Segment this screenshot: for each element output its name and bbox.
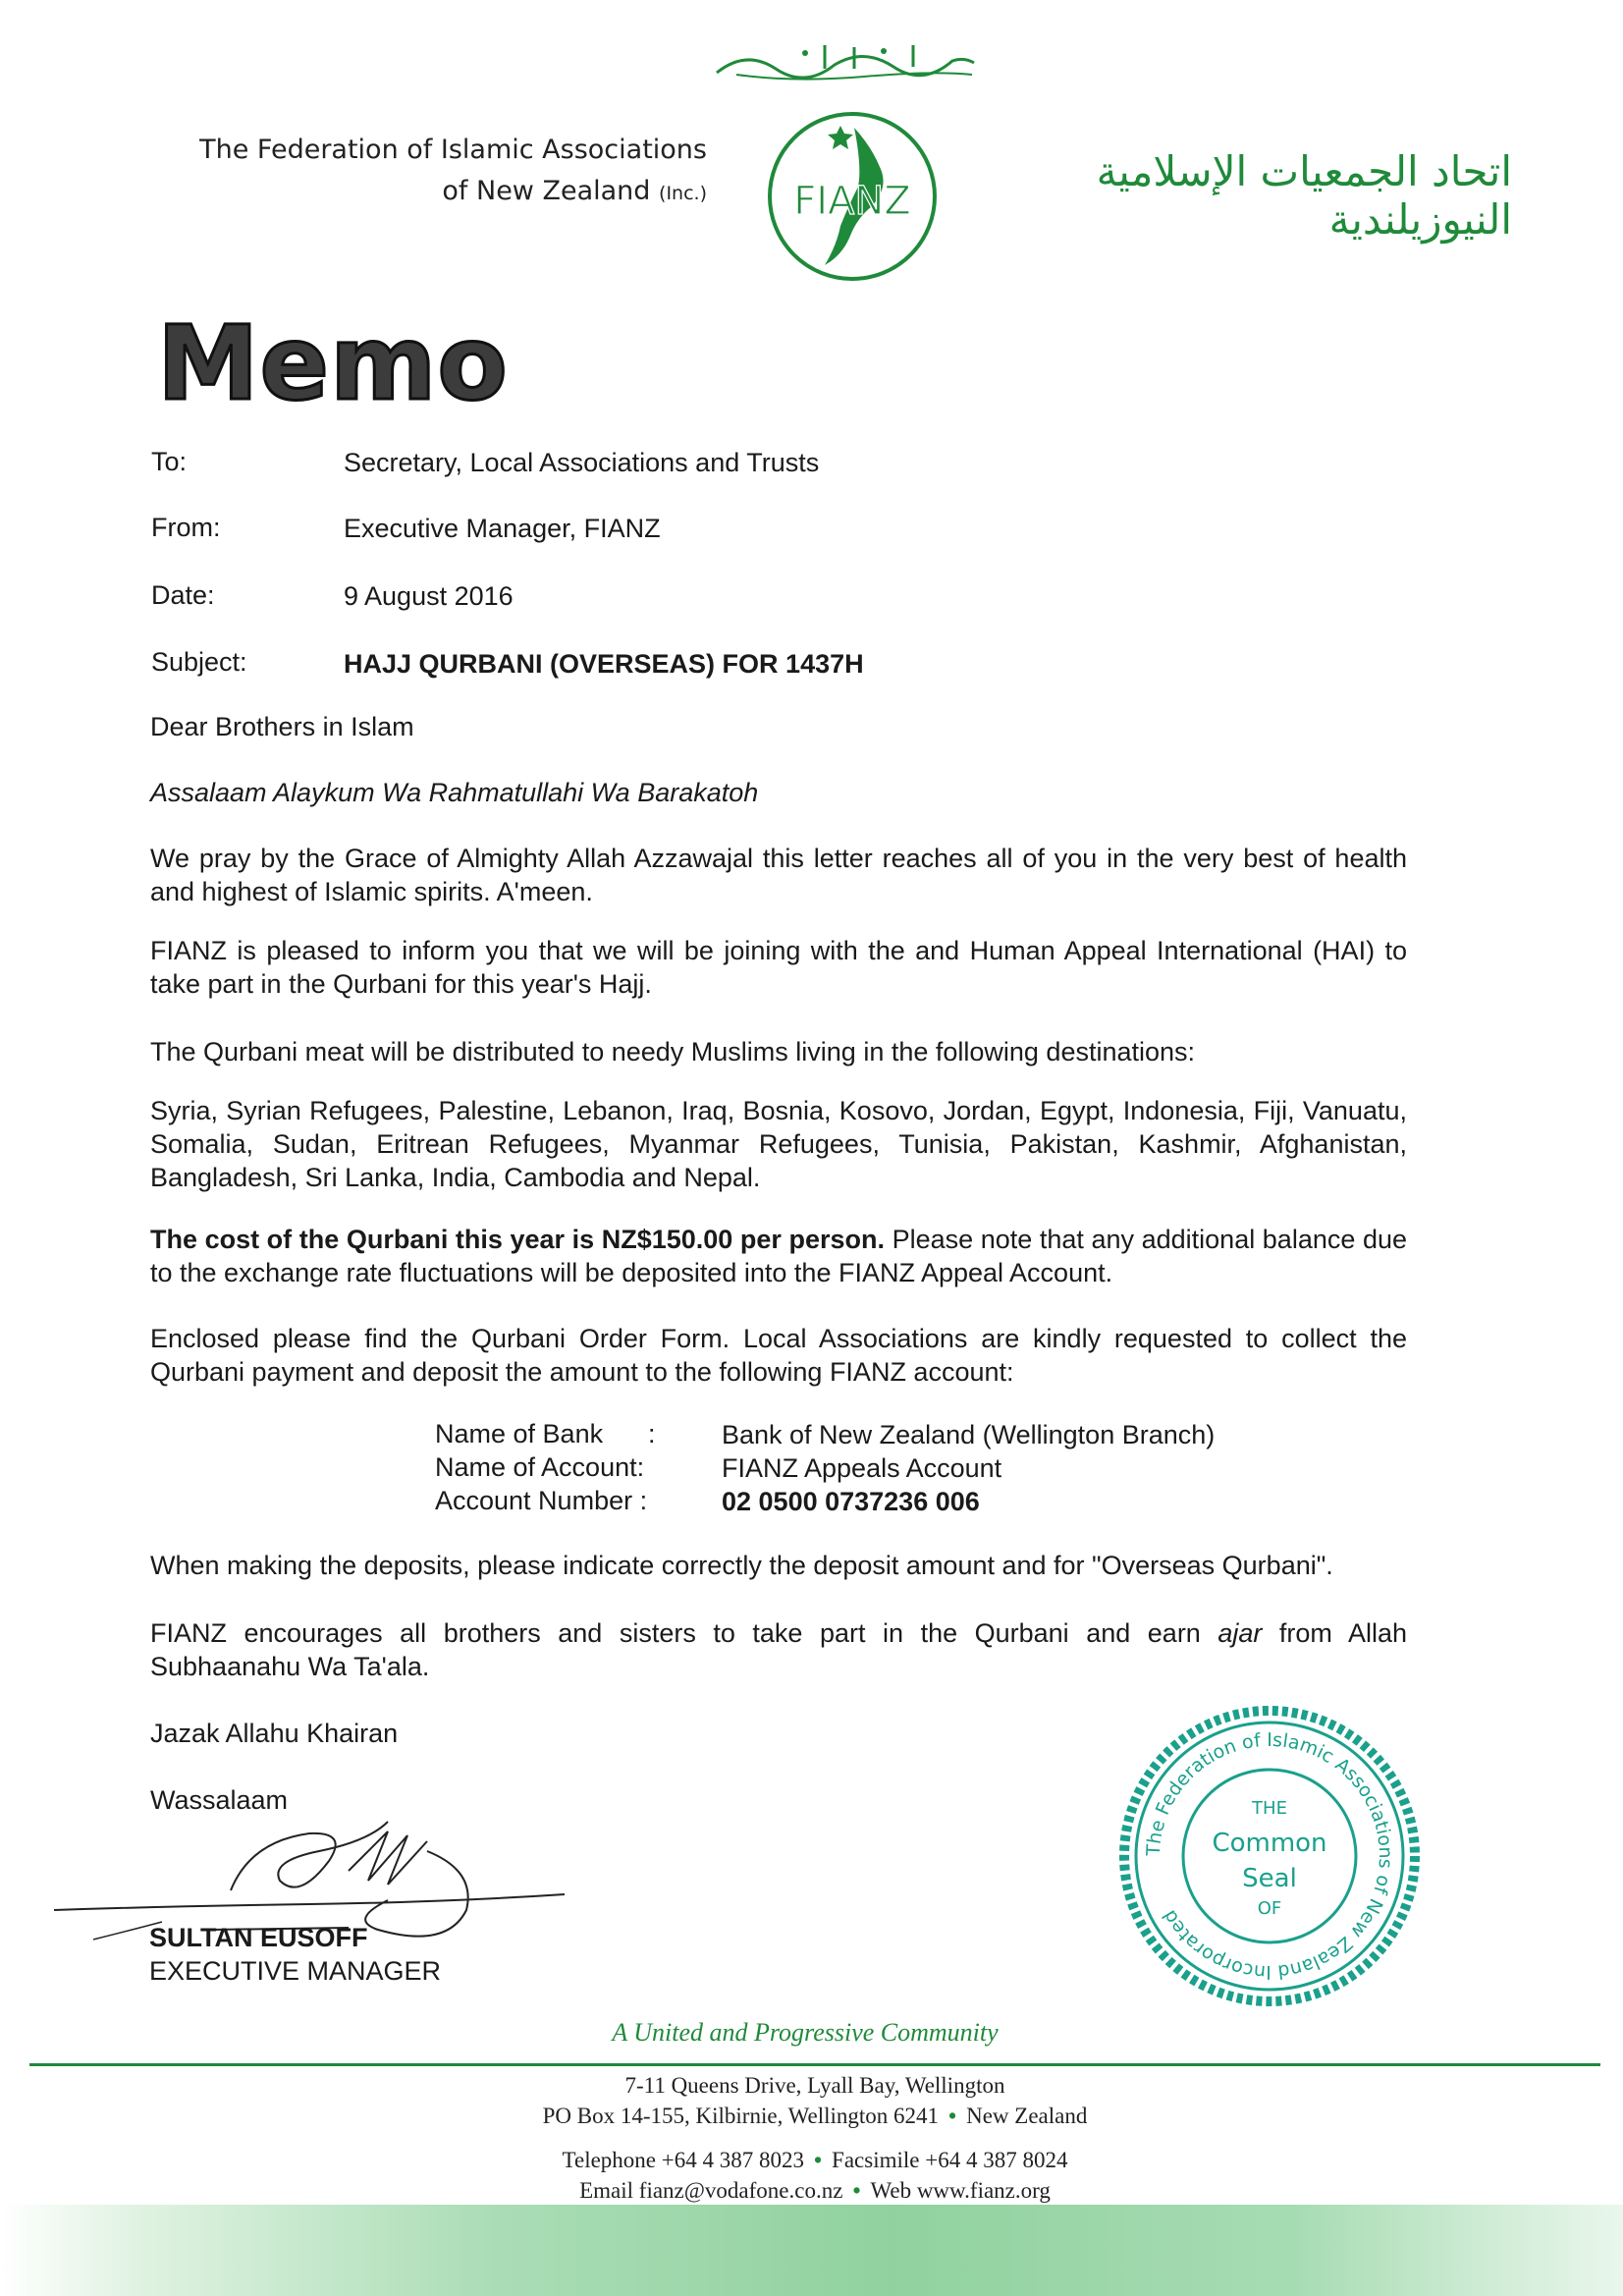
seal-of: OF	[1257, 1898, 1282, 1919]
bismillah-icon	[707, 39, 982, 86]
account-name-value: FIANZ Appeals Account	[722, 1453, 1002, 1483]
bank-name-label: Name of Bank	[435, 1419, 604, 1449]
from-value: Executive Manager, FIANZ	[344, 514, 661, 543]
org-name-line2	[196, 171, 707, 214]
seal-icon	[1117, 1704, 1422, 2008]
organization-name	[196, 130, 707, 214]
footer-tagline: A United and Progressive Community	[612, 2018, 999, 2047]
paragraph-distribution: The Qurbani meat will be distributed to needy Muslims living in the following destinations:	[150, 1037, 1196, 1066]
paragraph-destinations: Syria, Syrian Refugees, Palestine, Lebanon, Iraq, Bosnia, Kosovo, Jordan, Egypt, Indonesia, Fiji, Vanuatu, Somalia, Sudan, Eritrean Refugees, Myanmar Refugees, Tunisia, Pakistan, Kashmir, Afghanistan, Bangladesh, Sri Lanka, India, Cambodia and Nepal.	[150, 1096, 1407, 1192]
to-value: Secretary, Local Associations and Trusts	[344, 448, 820, 477]
closing-jazak: Jazak Allahu Khairan	[150, 1719, 399, 1748]
paragraph-prayer: We pray by the Grace of Almighty Allah Azzawajal this letter reaches all of you in the very best of health and highest of Islamic spirits. A'meen.	[150, 844, 1407, 906]
bank-name-colon: :	[648, 1419, 656, 1449]
bullet-icon: •	[813, 2148, 823, 2172]
footer-address-line1: 7-11 Queens Drive, Lyall Bay, Wellington	[624, 2073, 1005, 2098]
paragraph-encouragement	[150, 1616, 1407, 1683]
signatory-name: SULTAN EUSOFF	[149, 1923, 368, 1952]
closing-wassalaam: Wassalaam	[150, 1785, 289, 1815]
cost-note: Please note that any additional balance due to the exchange rate fluctuations will be deposited into the FIANZ Appeal Account.	[150, 1225, 1407, 1287]
footer-divider	[29, 2063, 1600, 2066]
date-value: 9 August 2016	[344, 581, 514, 611]
footer-country: New Zealand	[966, 2104, 1088, 2128]
footer-fax: Facsimile +64 4 387 8024	[832, 2148, 1068, 2172]
memo-title: Memo	[157, 303, 509, 423]
to-label: To:	[151, 447, 188, 476]
subject-label: Subject:	[151, 647, 247, 677]
paragraph-cost	[150, 1223, 1407, 1289]
footer-email: Email fianz@vodafone.co.nz	[579, 2178, 843, 2203]
org-inc: (Inc.)	[659, 183, 707, 204]
footer-phone-line	[373, 2145, 1257, 2175]
account-name-label: Name of Account:	[435, 1452, 645, 1482]
bismillah-calligraphy	[707, 39, 982, 86]
salutation: Dear Brothers in Islam	[150, 712, 414, 741]
seal-ring-text: The Federation of Islamic Associations of New Zealand Incorporated	[1142, 1728, 1397, 1984]
org-name-line2-text: of New Zealand	[442, 176, 651, 206]
date-label: Date:	[151, 580, 215, 610]
signatory-title: EXECUTIVE MANAGER	[149, 1956, 442, 1986]
seal-the: THE	[1252, 1798, 1287, 1819]
subject-value: HAJJ QURBANI (OVERSEAS) FOR 1437H	[344, 649, 864, 679]
common-seal-stamp	[1117, 1704, 1422, 2008]
logo-text: FIANZ	[793, 179, 911, 224]
greeting: Assalaam Alaykum Wa Rahmatullahi Wa Barakatoh	[150, 778, 759, 807]
encouragement-text-a: FIANZ encourages all brothers and sisters to take part in the Qurbani and earn	[150, 1618, 1218, 1648]
fianz-logo-icon	[764, 108, 941, 285]
bank-name-value: Bank of New Zealand (Wellington Branch)	[722, 1420, 1216, 1449]
bullet-icon: •	[948, 2104, 957, 2128]
paragraph-deposit-instructions: Enclosed please find the Qurbani Order Form. Local Associations are kindly requested to collect the Qurbani payment and deposit the amount to the following FIANZ account:	[150, 1324, 1407, 1387]
from-label: From:	[151, 513, 221, 542]
account-number-value: 02 0500 0737236 006	[722, 1487, 980, 1516]
footer-po-box: PO Box 14-155, Kilbirnie, Wellington 6241	[542, 2104, 940, 2128]
footer-contact-line	[373, 2175, 1257, 2206]
org-name-line1: The Federation of Islamic Associations	[199, 135, 707, 165]
footer-telephone: Telephone +64 4 387 8023	[562, 2148, 804, 2172]
paragraph-deposit-note: When making the deposits, please indicate correctly the deposit amount and for "Overseas Qurbani".	[150, 1551, 1333, 1580]
paragraph-partnership: FIANZ is pleased to inform you that we will be joining with the and Human Appeal International (HAI) to take part in the Qurbani for this year's Hajj.	[150, 936, 1407, 999]
fianz-logo	[764, 108, 941, 285]
seal-seal: Seal	[1242, 1864, 1297, 1893]
footer-decorative-band	[0, 2205, 1623, 2296]
footer-address-line2	[373, 2101, 1257, 2131]
seal-common: Common	[1212, 1829, 1327, 1858]
bullet-icon: •	[852, 2178, 861, 2203]
encouragement-text-b: from Allah Subhaanahu Wa Ta'ala.	[150, 1618, 1407, 1681]
cost-statement: The cost of the Qurbani this year is NZ$150.00 per person.	[150, 1225, 886, 1254]
organization-name-arabic: اتحاد الجمعيات الإسلامية النيوزيلندية	[1096, 147, 1512, 244]
encouragement-ajar: ajar	[1217, 1618, 1263, 1648]
account-number-label: Account Number :	[435, 1486, 648, 1515]
footer-web: Web www.fianz.org	[870, 2178, 1051, 2203]
